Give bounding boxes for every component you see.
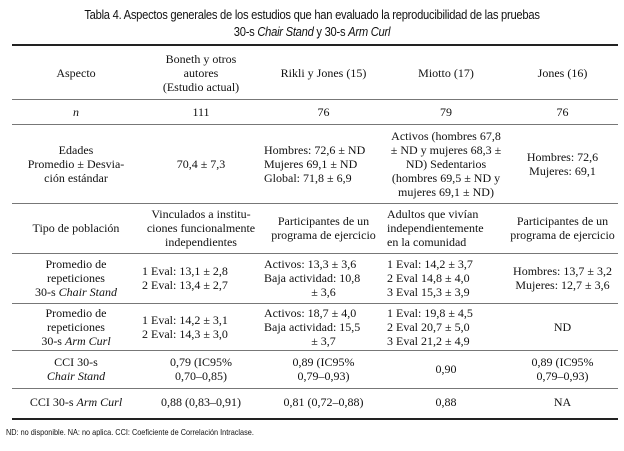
row-label [12, 303, 140, 350]
cell-line: ± 3,7 [311, 333, 336, 348]
label-part: CCI 30-s [29, 395, 77, 410]
cell-line: mujeres 69,1 ± ND) [398, 184, 494, 199]
cell-line: 0,79–0,93) [297, 369, 350, 383]
cell-line: Mujeres 69,1 ± ND [264, 156, 358, 171]
cell-line: programa de ejercicio [271, 228, 376, 242]
cell-line: independientes [165, 235, 237, 249]
cell-line: 3 Eval 21,2 ± 4,9 [387, 333, 470, 348]
table-cell [262, 303, 385, 350]
label-line: Promedio ± Desvia- [27, 156, 125, 171]
cell-line: Hombres: 13,7 ± 3,2 [513, 264, 612, 278]
cell-line: 0,79–0,93) [536, 369, 589, 383]
caption-part: 30-s [233, 24, 258, 39]
table-cell [262, 124, 385, 203]
header-boneth [140, 47, 262, 99]
table-cell [507, 203, 618, 253]
n-label: n [73, 104, 79, 119]
label-line [14, 369, 138, 383]
table-cell [385, 303, 507, 350]
table-row [12, 303, 618, 350]
table-cell [385, 203, 507, 253]
cell-line: Global: 71,8 ± 6,9 [264, 170, 352, 185]
cell-line: Vinculados a institu- [151, 207, 251, 221]
caption-line-2 [44, 23, 581, 40]
table-cell: ND [507, 303, 618, 350]
cell-line: Hombres: 72,6 ± ND [264, 142, 366, 157]
cell-line: Activos: 18,7 ± 4,0 [264, 305, 357, 320]
header-miotto: Miotto (17) [385, 47, 507, 99]
cell-line: Activos: 13,3 ± 3,6 [264, 257, 357, 271]
table-cell [140, 253, 262, 303]
header-rikli: Rikli y Jones (15) [262, 47, 385, 99]
cell-line: Mujeres: 12,7 ± 3,6 [515, 278, 610, 292]
table-row [12, 253, 618, 303]
cell-line: Hombres: 72,6 [526, 149, 599, 164]
cell-line: 1 Eval: 13,1 ± 2,8 [142, 264, 228, 278]
label-line: Edades [58, 142, 94, 157]
table-cell [140, 203, 262, 253]
cell-line: 1 Eval: 14,2 ± 3,1 [142, 312, 228, 327]
header-aspecto: Aspecto [12, 47, 140, 99]
row-label [12, 99, 140, 124]
caption-part-italic: Chair Stand [257, 24, 314, 39]
table-cell [262, 253, 385, 303]
row-label [12, 350, 140, 388]
header-line: Boneth y otros [165, 51, 237, 66]
table-cell: 79 [385, 99, 507, 124]
header-jones: Jones (16) [507, 47, 618, 99]
header-line: (Estudio actual) [162, 79, 240, 94]
table-row [12, 350, 618, 388]
table-cell: 76 [507, 99, 618, 124]
cell-line: ± 3,6 [311, 285, 336, 299]
label-line: CCI 30-s [54, 355, 98, 369]
data-table [12, 47, 618, 416]
header-row [12, 47, 618, 99]
cell-line: en la comunidad [387, 235, 467, 249]
cell-line: Mujeres: 69,1 [529, 163, 596, 178]
cell-line: Participantes de un [277, 214, 370, 228]
top-rule [12, 44, 618, 46]
cell-line: 0,89 (IC95% [531, 355, 594, 369]
cell-line: 1 Eval: 14,2 ± 3,7 [387, 257, 473, 271]
label-part: 30-s [34, 285, 59, 299]
cell-line: programa de ejercicio [510, 228, 615, 242]
table-cell: 111 [140, 99, 262, 124]
label-part-italic: Arm Curl [76, 395, 123, 410]
table-row [12, 388, 618, 416]
label-part: 30-s [41, 333, 65, 348]
table-cell [507, 350, 618, 388]
cell-line: 2 Eval: 14,3 ± 3,0 [142, 326, 228, 341]
table-cell [385, 124, 507, 203]
cell-line: 2 Eval 14,8 ± 4,0 [387, 271, 470, 285]
label-line: Promedio de [45, 305, 107, 320]
cell-line: ND) Sedentarios [405, 156, 487, 171]
cell-line: Baja actividad: 10,8 [264, 271, 361, 285]
table-cell: 0,90 [385, 350, 507, 388]
cell-line: Baja actividad: 15,5 [264, 319, 361, 334]
table-cell: 0,88 (0,83–0,91) [161, 395, 241, 410]
caption-line-1: Tabla 4. Aspectos generales de los estudios que han evaluado la reproducibilidad de las pruebas [84, 7, 540, 22]
table-cell [385, 253, 507, 303]
cell-line: 0,89 (IC95% [292, 355, 355, 369]
label-line [14, 334, 138, 348]
table-row [12, 203, 618, 253]
cell-line: 0,79 (IC95% [170, 355, 232, 369]
table-cell [507, 253, 618, 303]
row-label: Tipo de población [12, 203, 140, 253]
cell-line: ciones funcionalmente [146, 221, 256, 235]
label-part-italic: Arm Curl [64, 333, 111, 348]
cell-line: Participantes de un [516, 214, 609, 228]
cell-line: 2 Eval: 13,4 ± 2,7 [142, 278, 228, 292]
table-cell [507, 124, 618, 203]
label-line: ción estándar [44, 170, 108, 185]
row-label [12, 124, 140, 203]
footnote: ND: no disponible. NA: no aplica. CCI: Coeficiente de Correlación Intraclase. [6, 427, 254, 437]
bottom-rule [12, 418, 618, 420]
table-cell [140, 350, 262, 388]
cell-line: Adultos que vivían [387, 207, 479, 221]
label-line: repeticiones [47, 271, 105, 285]
cell-line: (hombres 69,5 ± ND y [391, 170, 501, 185]
table-row [12, 99, 618, 124]
label-part-italic: Chair Stand [46, 369, 106, 383]
label-line [14, 285, 138, 299]
header-line: autores [183, 65, 219, 80]
table-cell [262, 350, 385, 388]
cell-line: 0,70–0,85) [175, 369, 227, 383]
cell-line: 1 Eval: 19,8 ± 4,5 [387, 305, 473, 320]
table-cell: 0,81 (0,72–0,88) [283, 395, 364, 410]
cell-line: 3 Eval 15,3 ± 3,9 [387, 285, 470, 299]
cell-line: ± ND y mujeres 68,3 ± [390, 142, 502, 157]
cell-line: independientemente [387, 221, 484, 235]
table-cell: 0,88 [435, 395, 457, 410]
table-cell: 76 [262, 99, 385, 124]
caption-part-italic: Arm Curl [348, 24, 391, 39]
table-row [12, 124, 618, 203]
caption-part: y 30-s [313, 24, 349, 39]
table-cell [262, 203, 385, 253]
label-part-italic: Chair Stand [58, 285, 117, 299]
cell-line: 2 Eval 20,7 ± 5,0 [387, 319, 470, 334]
row-label [12, 388, 140, 416]
cell-line: Activos (hombres 67,8 [391, 128, 501, 143]
label-line: repeticiones [47, 319, 105, 334]
table-cell [140, 303, 262, 350]
row-label [12, 253, 140, 303]
label-line: Promedio de [45, 257, 107, 271]
table-cell: NA [553, 395, 572, 410]
table-caption [44, 6, 581, 40]
table-cell: 70,4 ± 7,3 [140, 124, 262, 203]
